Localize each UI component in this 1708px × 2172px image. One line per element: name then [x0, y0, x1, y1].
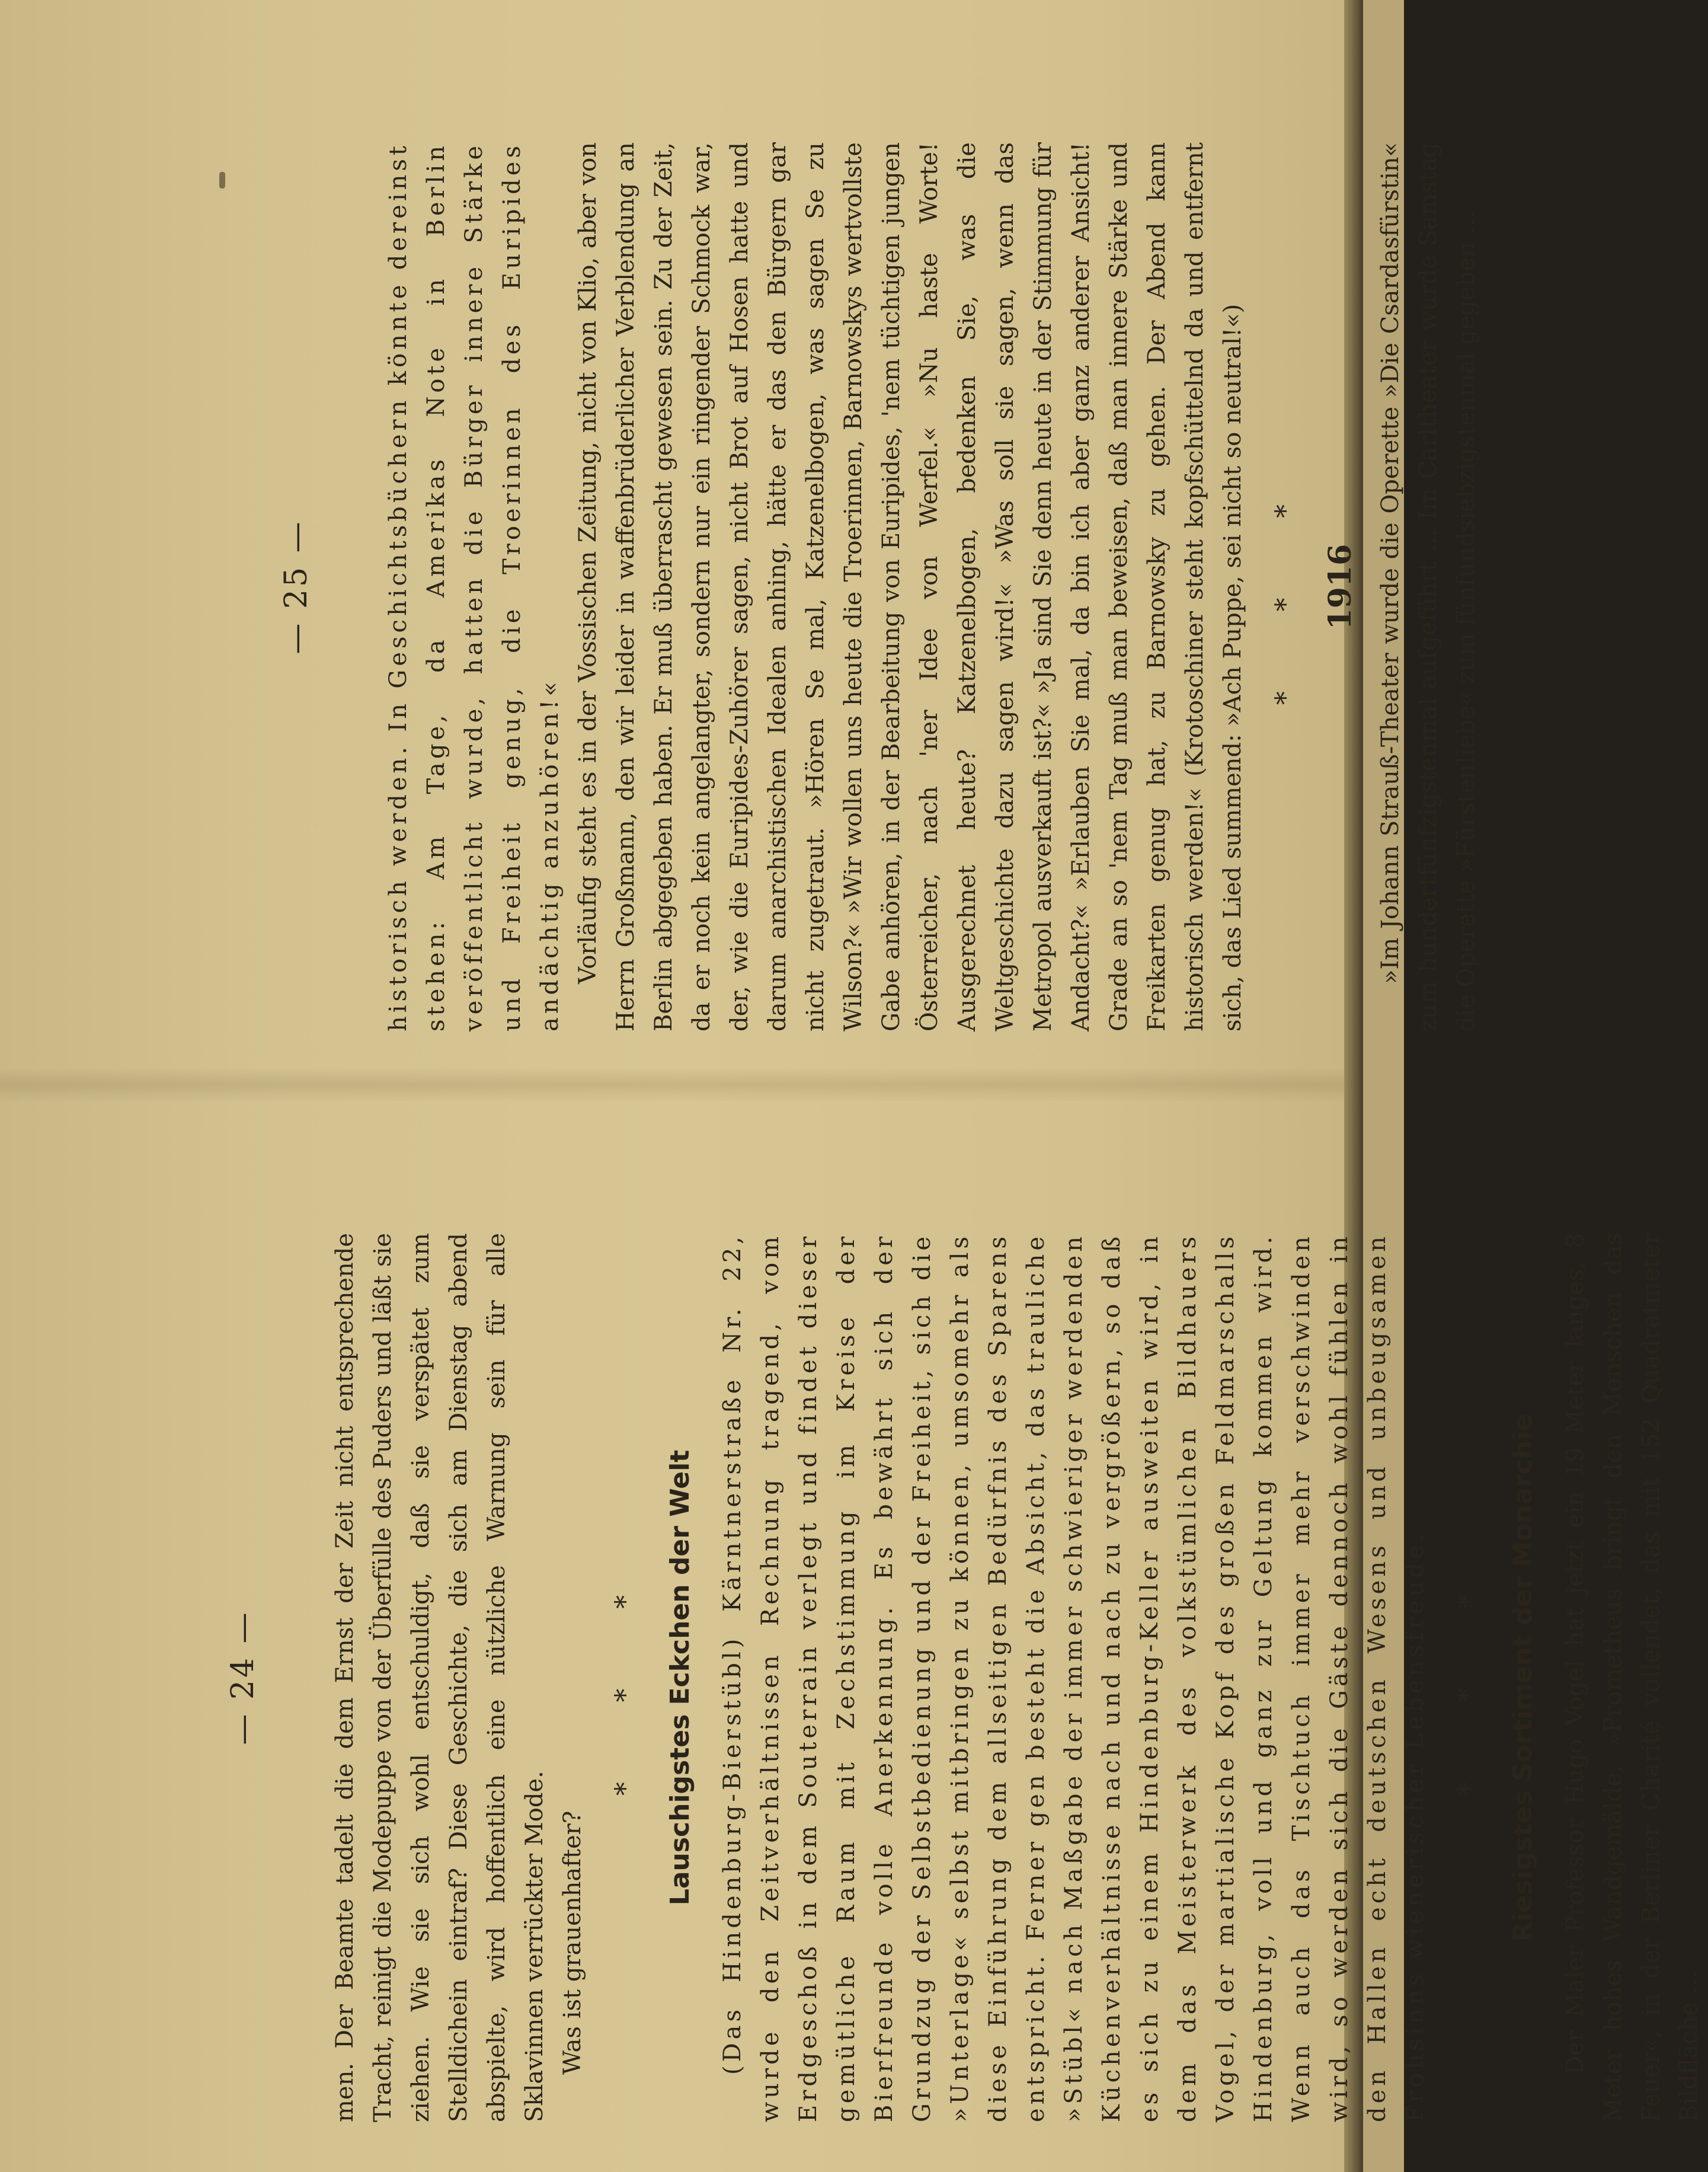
paragraph: Was ist grauenhafter? — [559, 1810, 586, 2075]
page-body — [326, 1233, 1708, 2122]
page-25 — [279, 142, 1480, 1031]
section-heading: Riesigstes Sortiment der Monarchie — [1508, 1413, 1538, 1942]
section-heading: 1916 — [1322, 544, 1358, 630]
ink-stain — [219, 172, 225, 189]
page-body — [379, 142, 1485, 1031]
paragraph: »Im Johann Strauß-Theater wurde die Operette »Die Csardasfürstin« zum hundertfünfzigstenmal aufgeführt … Im Carltheater wurde Samstag die Operette »Fürstenliebe« zum fünfundsiebzigstenmal gegeben … — [1377, 142, 1480, 1031]
section-separator: * * * — [1269, 468, 1301, 705]
page-gutter — [0, 1067, 1363, 1103]
page-number: — 25 — — [279, 519, 314, 654]
paragraph: (Das Hindenburg-Bierstübl) Kärntnerstraße Nr. 22, wurde den Zeitverhältnissen Rechnung tragend, vom Erdgeschoß in dem Souterrain verlegt und findet dieser gemütliche Raum mit Zechstimmung im Kreise der Bierfreunde volle Anerkennung. Es bewährt sich der Grundzug der Selbstbedienung und der Freiheit, sich die »Unterlage« selbst mitbringen zu können, umsomehr als diese Einführung dem allseitigen Bedürfnis des Sparens entspricht. Ferner gen besteht die Absicht, das trauliche »Stübl« nach Maßgabe der immer schwieriger werdenden Küchenverhältnisse nach und nach zu vergrößern, so daß es sich zu einem Hindenburg-Keller ausweiten wird, in dem das Meisterwerk des volkstümlichen Bildhauers Vogel, der martialische Kopf des großen Feldmarschalls Hindenburg, voll und ganz zur Geltung kommen wird. Wenn auch das Tischtuch immer mehr verschwinden wird, so werden sich die Gäste dennoch wohl fühlen in den Hallen echt deutschen Wesens und unbeugsamen Frohsinns wienerischer Lebensfreude. — [719, 1233, 1429, 2122]
section-heading: Lauschigstes Eckchen der Welt — [665, 1449, 695, 1906]
section-separator: * * * — [1451, 1559, 1483, 1796]
page-number: — 24 — — [225, 1610, 261, 1745]
paragraph: Der Maler Professor Hugo Vogel hat jetzt ein 19 Meter langes, 8 Meter hohes Wandgemälde, »Prometheus bringt den Menschen das Feuer«, in der Berliner Charité vollendet, das mit 152 Quadratmeter Bildfläche … — [1562, 1233, 1703, 2122]
paragraph: historisch werden. In Geschichtsbüchern könnte dereinst stehen: Am Tage, da Amerikas Note in Berlin veröffentlicht wurde, hatten die Bürger innere Stärke und Freiheit genug, die Troerinnen des Euripides andächtig anzuhören!« — [385, 142, 564, 1031]
paragraph: men. Der Beamte tadelt die dem Ernst der Zeit nicht entsprechende Tracht, reinigt die Modepuppe von der Überfülle des Puders und läßt sie ziehen. Wie sie sich wohl entschuldigt, daß sie verspätet zum Stelldichein eintraf? Diese Geschichte, die sich am Dienstag abend abspielte, wird hoffentlich eine nützliche Warnung sein für alle Sklavinnen verrückter Mode. — [331, 1233, 548, 2122]
section-separator: * * * — [609, 1559, 641, 1796]
page-24 — [225, 1233, 1703, 2122]
paragraph: Vorläufig steht es in der Vossischen Zeitung, nicht von Klio, aber von Herrn Großmann, den wir leider in waffenbrüderlicher Verblendung an Berlin abgegeben haben. Er muß überrascht gewesen sein. Zu der Zeit, da er noch kein angelangter, sondern nur ein ringender Schmock war, der, wie die Euripides-Zuhörer sagen, nicht Brot auf Hosen hatte und darum anarchistischen Idealen anhing, hätte er das den Bürgern gar nicht zugetraut. »Hören Se mal, Katzenelbogen, was sagen Se zu Wilson?« »Wir wollen uns heute die Troerinnen, Barnowskys wertvollste Gabe anhören, in der Bearbeitung von Euripides, 'nem tüchtigen jungen Österreicher, nach 'ner Idee von Werfel.« »Nu haste Worte! Ausgerechnet heute? Katzenelbogen, bedenken Sie, was die Weltgeschichte dazu sagen wird!« »Was soll sie sagen, wenn das Metropol ausverkauft ist?« »Ja sind Sie denn heute in der Stimmung für Andacht?« »Erlauben Sie mal, da bin ich aber ganz anderer Ansicht! Grade an so 'nem Tag muß man beweisen, daß man innere Stärke und Freikarten genug hat, zu Barnowsky zu gehen. Der Abend kann historisch werden!« (Krotoschiner steht kopfschüttelnd da und entfernt sich, das Lied summend: »Ach Puppe, sei nicht so neutral!«) — [574, 142, 1246, 1031]
